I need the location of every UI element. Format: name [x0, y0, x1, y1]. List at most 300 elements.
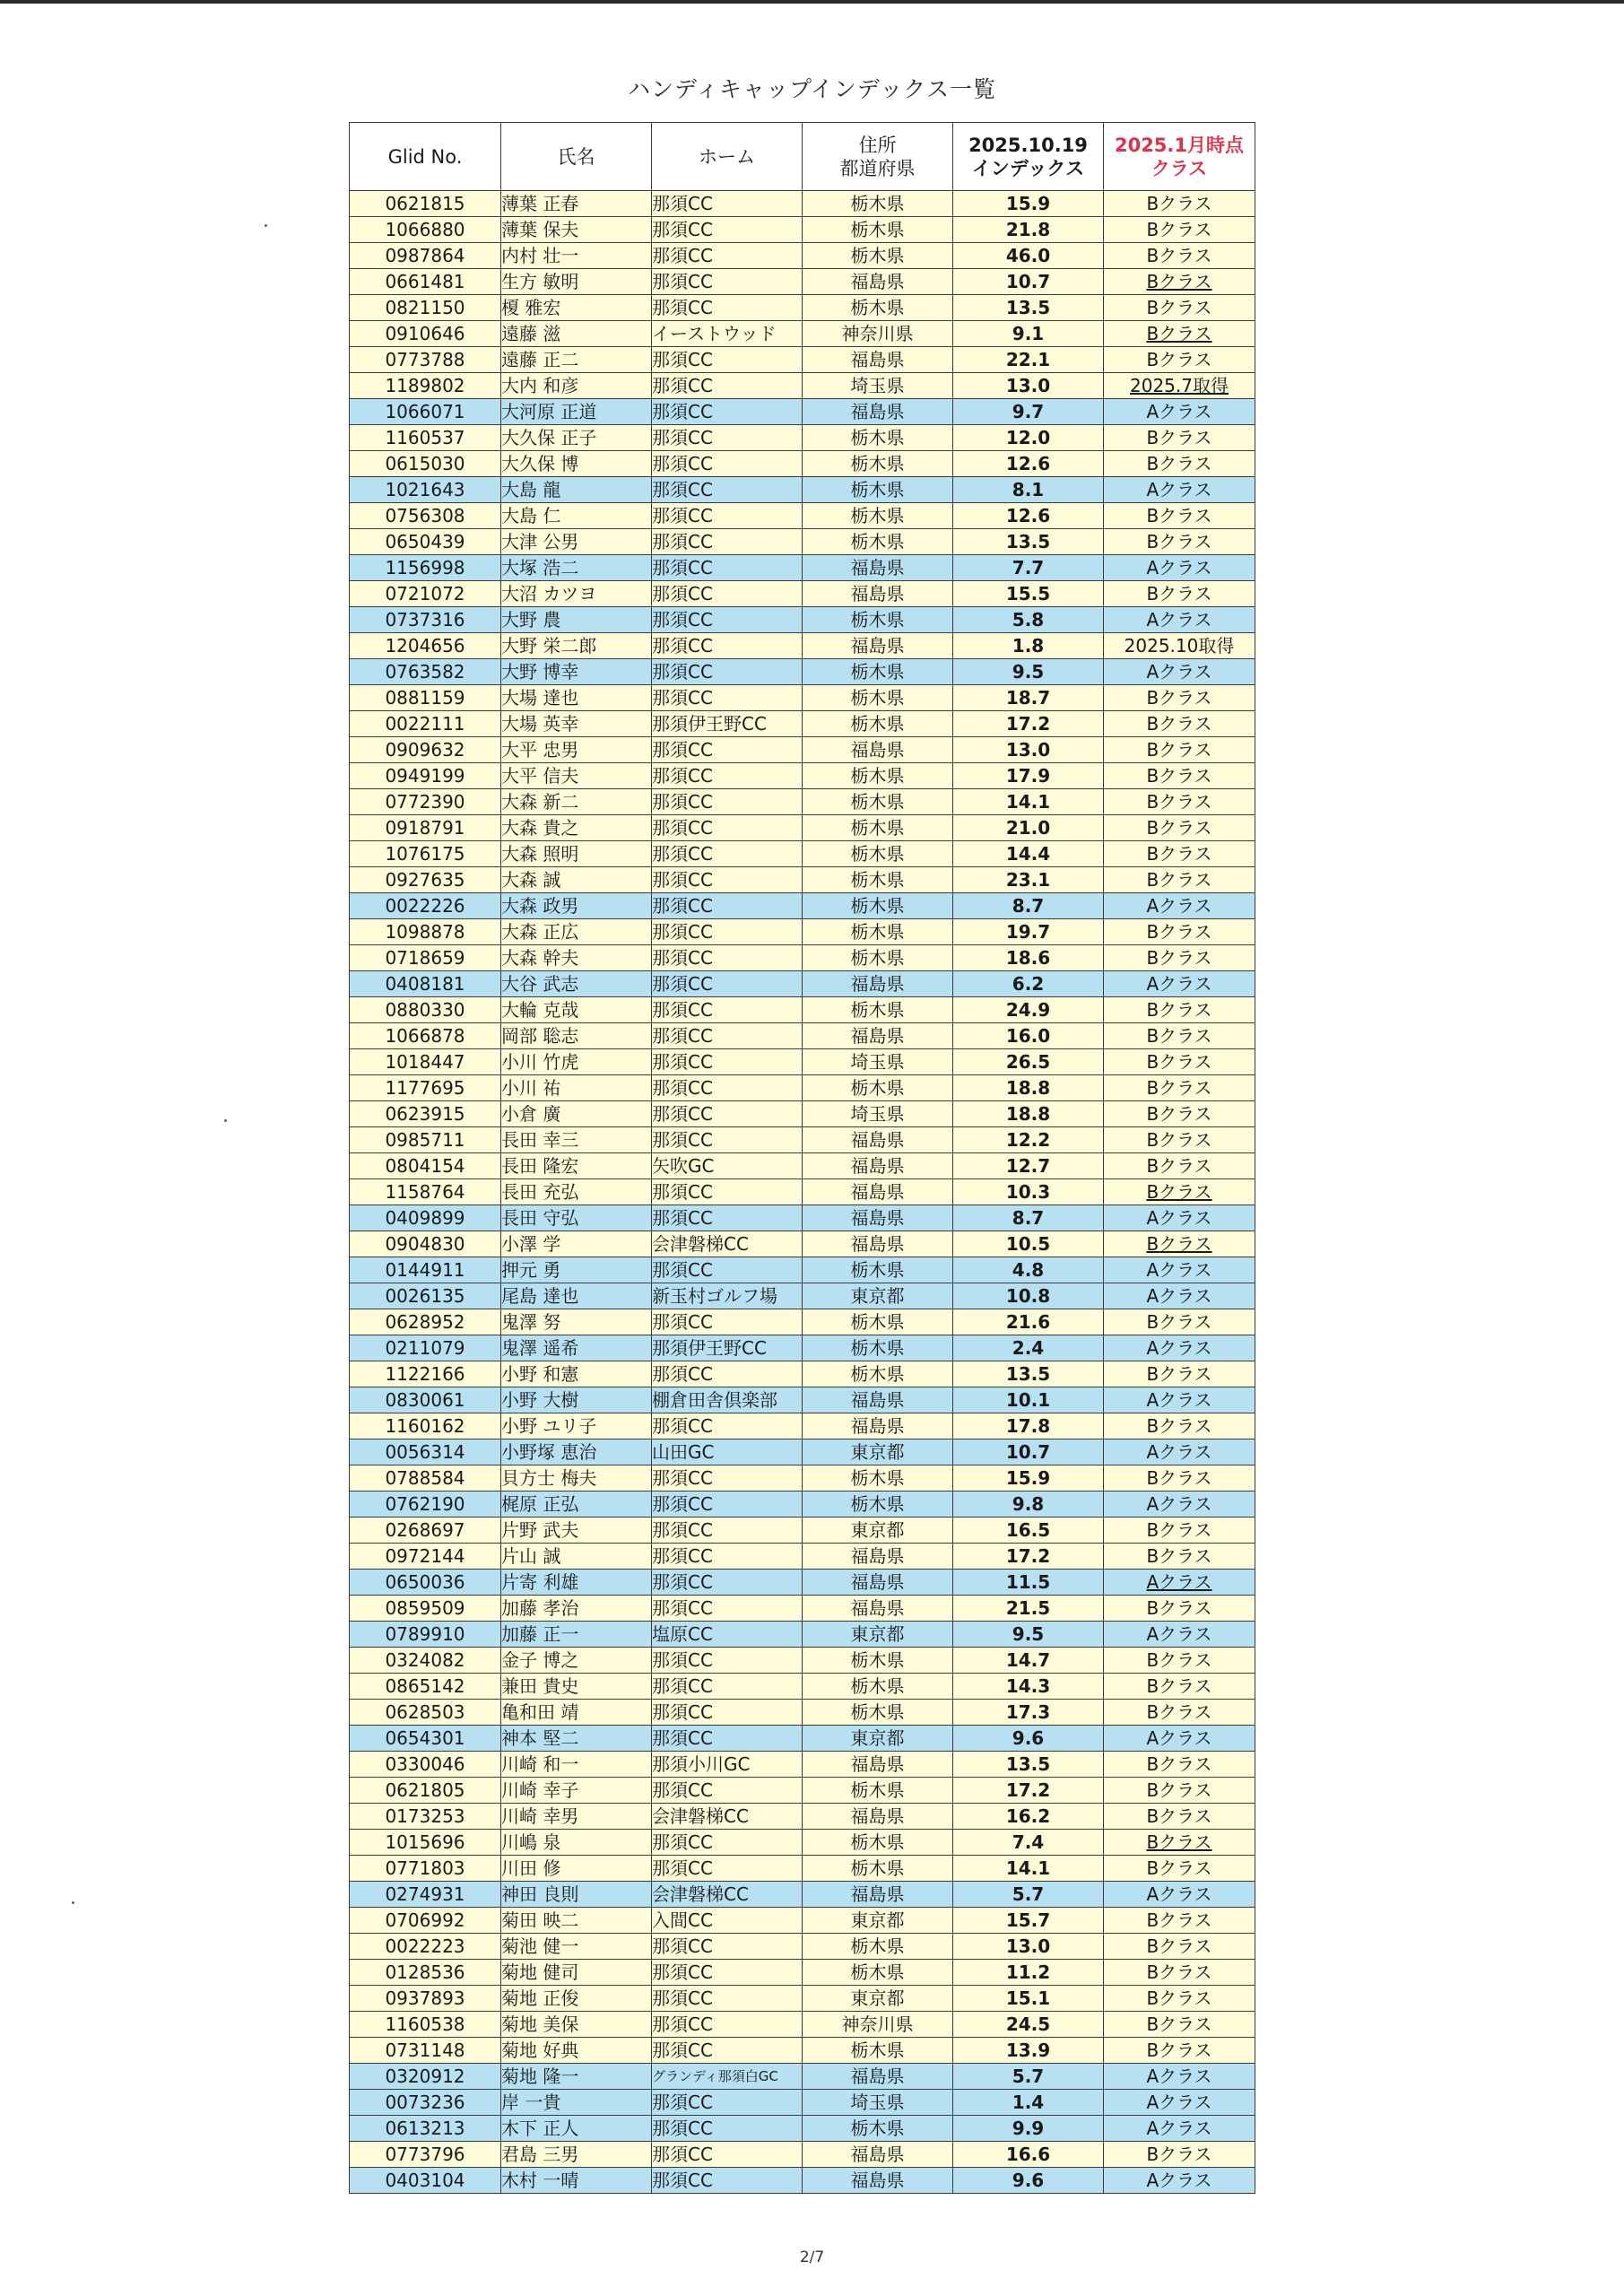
cell-glid: 0408181: [350, 971, 501, 997]
cell-home: 那須CC: [652, 2038, 803, 2064]
table-row: [350, 1882, 1255, 1908]
table-row: [350, 1804, 1255, 1830]
page-number: 2/7: [799, 2248, 825, 2266]
cell-home: 棚倉田舎倶楽部: [652, 1387, 803, 1413]
cell-class: Bクラス: [1104, 711, 1255, 737]
cell-name: 長田 隆宏: [501, 1153, 652, 1179]
cell-name: 岸 一貴: [501, 2090, 652, 2116]
cell-glid: 0771803: [350, 1856, 501, 1882]
cell-index: 13.5: [953, 1752, 1104, 1778]
cell-home: 矢吹GC: [652, 1153, 803, 1179]
table-row: [350, 763, 1255, 789]
cell-class: Aクラス: [1104, 1726, 1255, 1752]
cell-class: Bクラス: [1104, 1518, 1255, 1544]
cell-home: 那須CC: [652, 1413, 803, 1439]
cell-class: Bクラス: [1104, 919, 1255, 945]
table-row: [350, 1101, 1255, 1127]
cell-index: 46.0: [953, 243, 1104, 269]
cell-prefecture: 東京都: [803, 1726, 953, 1752]
scan-speck: [265, 224, 267, 227]
cell-home: 那須CC: [652, 1257, 803, 1283]
cell-glid: 0654301: [350, 1726, 501, 1752]
cell-glid: 1122166: [350, 1361, 501, 1387]
cell-class: Bクラス: [1104, 451, 1255, 477]
cell-class: Bクラス: [1104, 1856, 1255, 1882]
cell-index: 15.5: [953, 581, 1104, 607]
cell-glid: 1204656: [350, 633, 501, 659]
cell-name: 押元 勇: [501, 1257, 652, 1283]
cell-glid: 0128536: [350, 1960, 501, 1986]
cell-prefecture: 栃木県: [803, 503, 953, 529]
cell-class: Bクラス: [1104, 321, 1255, 347]
cell-glid: 0927635: [350, 867, 501, 893]
table-row: [350, 321, 1255, 347]
cell-prefecture: 栃木県: [803, 1309, 953, 1335]
cell-name: 小川 祐: [501, 1075, 652, 1101]
cell-class: Bクラス: [1104, 2038, 1255, 2064]
cell-home: 那須CC: [652, 763, 803, 789]
cell-name: 川田 修: [501, 1856, 652, 1882]
table-row: [350, 1413, 1255, 1439]
cell-glid: 0022223: [350, 1934, 501, 1960]
cell-prefecture: 福島県: [803, 1179, 953, 1205]
cell-glid: 0880330: [350, 997, 501, 1023]
cell-class: Bクラス: [1104, 1986, 1255, 2012]
table-row: [350, 841, 1255, 867]
cell-prefecture: 栃木県: [803, 1856, 953, 1882]
cell-prefecture: 栃木県: [803, 217, 953, 243]
cell-name: 大野 農: [501, 607, 652, 633]
cell-class: Aクラス: [1104, 2116, 1255, 2142]
cell-home: 那須CC: [652, 919, 803, 945]
cell-name: 小野塚 恵治: [501, 1439, 652, 1465]
cell-glid: 0718659: [350, 945, 501, 971]
cell-index: 13.5: [953, 295, 1104, 321]
cell-name: 菊地 正俊: [501, 1986, 652, 2012]
cell-index: 18.8: [953, 1075, 1104, 1101]
cell-name: 長田 充弘: [501, 1179, 652, 1205]
cell-index: 19.7: [953, 919, 1104, 945]
table-row: [350, 815, 1255, 841]
table-row: [350, 1283, 1255, 1309]
cell-prefecture: 福島県: [803, 269, 953, 295]
cell-home: 那須CC: [652, 1986, 803, 2012]
cell-name: 大森 正広: [501, 919, 652, 945]
cell-class: Bクラス: [1104, 2142, 1255, 2168]
cell-index: 21.8: [953, 217, 1104, 243]
table-row: [350, 789, 1255, 815]
cell-class: Aクラス: [1104, 659, 1255, 685]
cell-name: 大津 公男: [501, 529, 652, 555]
cell-index: 9.5: [953, 1622, 1104, 1648]
cell-home: 那須CC: [652, 1205, 803, 1231]
cell-name: 金子 博之: [501, 1648, 652, 1674]
cell-name: 小澤 学: [501, 1231, 652, 1257]
cell-index: 14.1: [953, 1856, 1104, 1882]
cell-name: 生方 敏明: [501, 269, 652, 295]
cell-prefecture: 栃木県: [803, 815, 953, 841]
header-line: インデックス: [971, 157, 1085, 179]
cell-home: 那須CC: [652, 2012, 803, 2038]
cell-class: Bクラス: [1104, 347, 1255, 373]
cell-class: 2025.7取得: [1104, 373, 1255, 399]
cell-glid: 0788584: [350, 1465, 501, 1492]
table-row: [350, 347, 1255, 373]
cell-glid: 1177695: [350, 1075, 501, 1101]
cell-home: 那須CC: [652, 1023, 803, 1049]
cell-home: 那須CC: [652, 1179, 803, 1205]
table-row: [350, 555, 1255, 581]
cell-prefecture: 福島県: [803, 581, 953, 607]
cell-name: 小倉 廣: [501, 1101, 652, 1127]
col-header-index: [953, 123, 1104, 191]
cell-glid: 1189802: [350, 373, 501, 399]
table-row: [350, 1570, 1255, 1596]
cell-prefecture: 福島県: [803, 2142, 953, 2168]
cell-home: 那須CC: [652, 1049, 803, 1075]
cell-class: Bクラス: [1104, 269, 1255, 295]
table-row: [350, 1465, 1255, 1492]
cell-name: 大場 英幸: [501, 711, 652, 737]
cell-home: 那須CC: [652, 607, 803, 633]
cell-index: 17.8: [953, 1413, 1104, 1439]
cell-name: 大森 新二: [501, 789, 652, 815]
cell-home: 那須CC: [652, 1309, 803, 1335]
cell-home: 那須CC: [652, 1934, 803, 1960]
cell-home: グランディ那須白GC: [652, 2064, 803, 2090]
cell-prefecture: 福島県: [803, 2168, 953, 2194]
cell-name: 大野 栄二郎: [501, 633, 652, 659]
cell-index: 26.5: [953, 1049, 1104, 1075]
scan-speck: [72, 1901, 74, 1904]
cell-index: 12.6: [953, 451, 1104, 477]
cell-home: 会津磐梯CC: [652, 1882, 803, 1908]
table-row: [350, 1596, 1255, 1622]
cell-name: 岡部 聡志: [501, 1023, 652, 1049]
cell-name: 内村 壮一: [501, 243, 652, 269]
cell-class: Bクラス: [1104, 529, 1255, 555]
cell-name: 加藤 孝治: [501, 1596, 652, 1622]
cell-prefecture: 栃木県: [803, 295, 953, 321]
table-row: [350, 373, 1255, 399]
cell-name: 大野 博幸: [501, 659, 652, 685]
table-row: [350, 737, 1255, 763]
cell-index: 9.9: [953, 2116, 1104, 2142]
cell-prefecture: 栃木県: [803, 1648, 953, 1674]
cell-prefecture: 東京都: [803, 1622, 953, 1648]
table-row: [350, 1934, 1255, 1960]
cell-glid: 1066880: [350, 217, 501, 243]
table-row: [350, 1544, 1255, 1570]
table-row: [350, 217, 1255, 243]
cell-name: 大島 龍: [501, 477, 652, 503]
cell-class: Bクラス: [1104, 1101, 1255, 1127]
cell-name: 木村 一晴: [501, 2168, 652, 2194]
cell-index: 23.1: [953, 867, 1104, 893]
cell-name: 大塚 浩二: [501, 555, 652, 581]
cell-name: 川崎 幸男: [501, 1804, 652, 1830]
cell-home: 那須CC: [652, 425, 803, 451]
cell-home: イーストウッド: [652, 321, 803, 347]
cell-name: 加藤 正一: [501, 1622, 652, 1648]
cell-glid: 0721072: [350, 581, 501, 607]
cell-prefecture: 栃木県: [803, 1778, 953, 1804]
cell-name: 兼田 貴史: [501, 1674, 652, 1700]
cell-index: 11.2: [953, 1960, 1104, 1986]
cell-home: 那須CC: [652, 399, 803, 425]
cell-index: 14.4: [953, 841, 1104, 867]
cell-home: 新玉村ゴルフ場: [652, 1283, 803, 1309]
cell-home: 那須CC: [652, 295, 803, 321]
cell-glid: 0763582: [350, 659, 501, 685]
cell-class: Aクラス: [1104, 1283, 1255, 1309]
cell-index: 1.8: [953, 633, 1104, 659]
cell-glid: 0918791: [350, 815, 501, 841]
cell-prefecture: 福島県: [803, 1231, 953, 1257]
cell-prefecture: 栃木県: [803, 1960, 953, 1986]
table-row: [350, 1205, 1255, 1231]
cell-home: 会津磐梯CC: [652, 1804, 803, 1830]
cell-prefecture: 東京都: [803, 1439, 953, 1465]
cell-home: 那須CC: [652, 503, 803, 529]
cell-index: 17.2: [953, 711, 1104, 737]
table-row: [350, 451, 1255, 477]
cell-glid: 0623915: [350, 1101, 501, 1127]
cell-class: Aクラス: [1104, 1387, 1255, 1413]
cell-prefecture: 栃木県: [803, 685, 953, 711]
cell-home: 那須CC: [652, 581, 803, 607]
cell-glid: 0274931: [350, 1882, 501, 1908]
cell-index: 5.8: [953, 607, 1104, 633]
table-row: [350, 529, 1255, 555]
cell-index: 9.1: [953, 321, 1104, 347]
cell-home: 那須CC: [652, 1544, 803, 1570]
cell-name: 長田 幸三: [501, 1127, 652, 1153]
table-row: [350, 1726, 1255, 1752]
cell-name: 大島 仁: [501, 503, 652, 529]
cell-index: 8.7: [953, 1205, 1104, 1231]
cell-class: Aクラス: [1104, 2090, 1255, 2116]
cell-home: 那須CC: [652, 2142, 803, 2168]
cell-home: 那須伊王野CC: [652, 711, 803, 737]
cell-name: 川崎 和一: [501, 1752, 652, 1778]
cell-glid: 0173253: [350, 1804, 501, 1830]
cell-index: 13.9: [953, 2038, 1104, 2064]
cell-prefecture: 埼玉県: [803, 2090, 953, 2116]
table-row: [350, 2038, 1255, 2064]
table-row: [350, 425, 1255, 451]
table-row: [350, 2168, 1255, 2194]
cell-index: 5.7: [953, 1882, 1104, 1908]
cell-name: 大森 幹夫: [501, 945, 652, 971]
cell-name: 木下 正人: [501, 2116, 652, 2142]
table-row: [350, 1257, 1255, 1283]
cell-glid: 0909632: [350, 737, 501, 763]
cell-name: 薄葉 保夫: [501, 217, 652, 243]
table-row: [350, 399, 1255, 425]
cell-class: Bクラス: [1104, 1049, 1255, 1075]
cell-home: 那須CC: [652, 1518, 803, 1544]
table-row: [350, 1986, 1255, 2012]
cell-home: 那須CC: [652, 945, 803, 971]
table-row: [350, 1231, 1255, 1257]
cell-index: 9.5: [953, 659, 1104, 685]
cell-name: 長田 守弘: [501, 1205, 652, 1231]
cell-index: 2.4: [953, 1335, 1104, 1361]
cell-class: Bクラス: [1104, 1934, 1255, 1960]
cell-class: Bクラス: [1104, 1465, 1255, 1492]
cell-class: Bクラス: [1104, 217, 1255, 243]
cell-home: 那須CC: [652, 217, 803, 243]
cell-prefecture: 栃木県: [803, 1674, 953, 1700]
cell-glid: 0403104: [350, 2168, 501, 2194]
cell-glid: 0910646: [350, 321, 501, 347]
table-row: [350, 1622, 1255, 1648]
table-row: [350, 1049, 1255, 1075]
header-line: 2025.1月時点: [1114, 134, 1245, 156]
cell-glid: 0859509: [350, 1596, 501, 1622]
table-row: [350, 997, 1255, 1023]
cell-index: 14.1: [953, 789, 1104, 815]
cell-home: 那須CC: [652, 1960, 803, 1986]
cell-prefecture: 栃木県: [803, 711, 953, 737]
cell-name: 遠藤 滋: [501, 321, 652, 347]
cell-glid: 0661481: [350, 269, 501, 295]
cell-glid: 0650036: [350, 1570, 501, 1596]
table-row: [350, 1075, 1255, 1101]
table-row: [350, 607, 1255, 633]
cell-prefecture: 栃木県: [803, 243, 953, 269]
table-row: [350, 2012, 1255, 2038]
cell-class: Bクラス: [1104, 425, 1255, 451]
cell-class: Bクラス: [1104, 737, 1255, 763]
table-row: [350, 1700, 1255, 1726]
cell-glid: 0628952: [350, 1309, 501, 1335]
cell-prefecture: 福島県: [803, 2064, 953, 2090]
cell-glid: 0830061: [350, 1387, 501, 1413]
table-body: [350, 191, 1255, 2194]
cell-name: 貝方士 梅夫: [501, 1465, 652, 1492]
cell-glid: 0987864: [350, 243, 501, 269]
cell-glid: 0615030: [350, 451, 501, 477]
cell-home: 那須CC: [652, 815, 803, 841]
cell-index: 10.7: [953, 1439, 1104, 1465]
cell-prefecture: 栃木県: [803, 425, 953, 451]
table-row: [350, 1518, 1255, 1544]
col-header-name: 氏名: [501, 123, 652, 191]
cell-home: 那須CC: [652, 1648, 803, 1674]
cell-glid: 0706992: [350, 1908, 501, 1934]
cell-prefecture: 福島県: [803, 555, 953, 581]
cell-glid: 0073236: [350, 2090, 501, 2116]
cell-class: Bクラス: [1104, 1674, 1255, 1700]
col-header-glid: Glid No.: [350, 123, 501, 191]
cell-glid: 1158764: [350, 1179, 501, 1205]
cell-home: 那須小川GC: [652, 1752, 803, 1778]
cell-prefecture: 栃木県: [803, 1361, 953, 1387]
cell-name: 菊地 好典: [501, 2038, 652, 2064]
cell-glid: 1160537: [350, 425, 501, 451]
cell-glid: 0762190: [350, 1492, 501, 1518]
table-row: [350, 659, 1255, 685]
table-row: [350, 919, 1255, 945]
cell-index: 16.2: [953, 1804, 1104, 1830]
cell-index: 12.2: [953, 1127, 1104, 1153]
cell-index: 15.7: [953, 1908, 1104, 1934]
cell-prefecture: 栃木県: [803, 997, 953, 1023]
table-header-row: [350, 123, 1255, 191]
cell-home: 那須CC: [652, 893, 803, 919]
cell-glid: 1066878: [350, 1023, 501, 1049]
cell-name: 菊地 健司: [501, 1960, 652, 1986]
cell-prefecture: 埼玉県: [803, 1101, 953, 1127]
table-row: [350, 945, 1255, 971]
cell-glid: 1015696: [350, 1830, 501, 1856]
cell-home: 山田GC: [652, 1439, 803, 1465]
cell-glid: 1160538: [350, 2012, 501, 2038]
cell-home: 那須CC: [652, 1465, 803, 1492]
table-row: [350, 2090, 1255, 2116]
table-row: [350, 295, 1255, 321]
cell-prefecture: 栃木県: [803, 451, 953, 477]
cell-class: Bクラス: [1104, 945, 1255, 971]
cell-glid: 0804154: [350, 1153, 501, 1179]
cell-prefecture: 福島県: [803, 1882, 953, 1908]
cell-glid: 0865142: [350, 1674, 501, 1700]
cell-class: Bクラス: [1104, 1778, 1255, 1804]
cell-index: 21.5: [953, 1596, 1104, 1622]
cell-index: 12.7: [953, 1153, 1104, 1179]
table-row: [350, 1335, 1255, 1361]
cell-index: 17.9: [953, 763, 1104, 789]
table-row: [350, 971, 1255, 997]
cell-name: 菊地 美保: [501, 2012, 652, 2038]
cell-glid: 1076175: [350, 841, 501, 867]
cell-class: Bクラス: [1104, 1830, 1255, 1856]
table-row: [350, 1127, 1255, 1153]
table-row: [350, 1960, 1255, 1986]
cell-name: 菊池 健一: [501, 1934, 652, 1960]
cell-glid: 0949199: [350, 763, 501, 789]
cell-class: Bクラス: [1104, 1908, 1255, 1934]
cell-prefecture: 栃木県: [803, 945, 953, 971]
cell-prefecture: 東京都: [803, 1908, 953, 1934]
scan-speck: [224, 1119, 227, 1122]
cell-glid: 0026135: [350, 1283, 501, 1309]
cell-prefecture: 栃木県: [803, 1075, 953, 1101]
table-row: [350, 191, 1255, 217]
cell-name: 神田 良則: [501, 1882, 652, 1908]
cell-class: Bクラス: [1104, 867, 1255, 893]
cell-index: 21.6: [953, 1309, 1104, 1335]
cell-home: 那須CC: [652, 841, 803, 867]
cell-prefecture: 栃木県: [803, 2038, 953, 2064]
cell-glid: 0613213: [350, 2116, 501, 2142]
cell-home: 那須CC: [652, 529, 803, 555]
cell-index: 18.7: [953, 685, 1104, 711]
cell-prefecture: 栃木県: [803, 1700, 953, 1726]
cell-class: Bクラス: [1104, 1309, 1255, 1335]
cell-glid: 1156998: [350, 555, 501, 581]
cell-class: Bクラス: [1104, 1231, 1255, 1257]
cell-glid: 0972144: [350, 1544, 501, 1570]
cell-prefecture: 福島県: [803, 1596, 953, 1622]
cell-class: Bクラス: [1104, 1153, 1255, 1179]
cell-prefecture: 栃木県: [803, 2116, 953, 2142]
cell-home: 那須CC: [652, 1674, 803, 1700]
table-row: [350, 1439, 1255, 1465]
table-row: [350, 1361, 1255, 1387]
